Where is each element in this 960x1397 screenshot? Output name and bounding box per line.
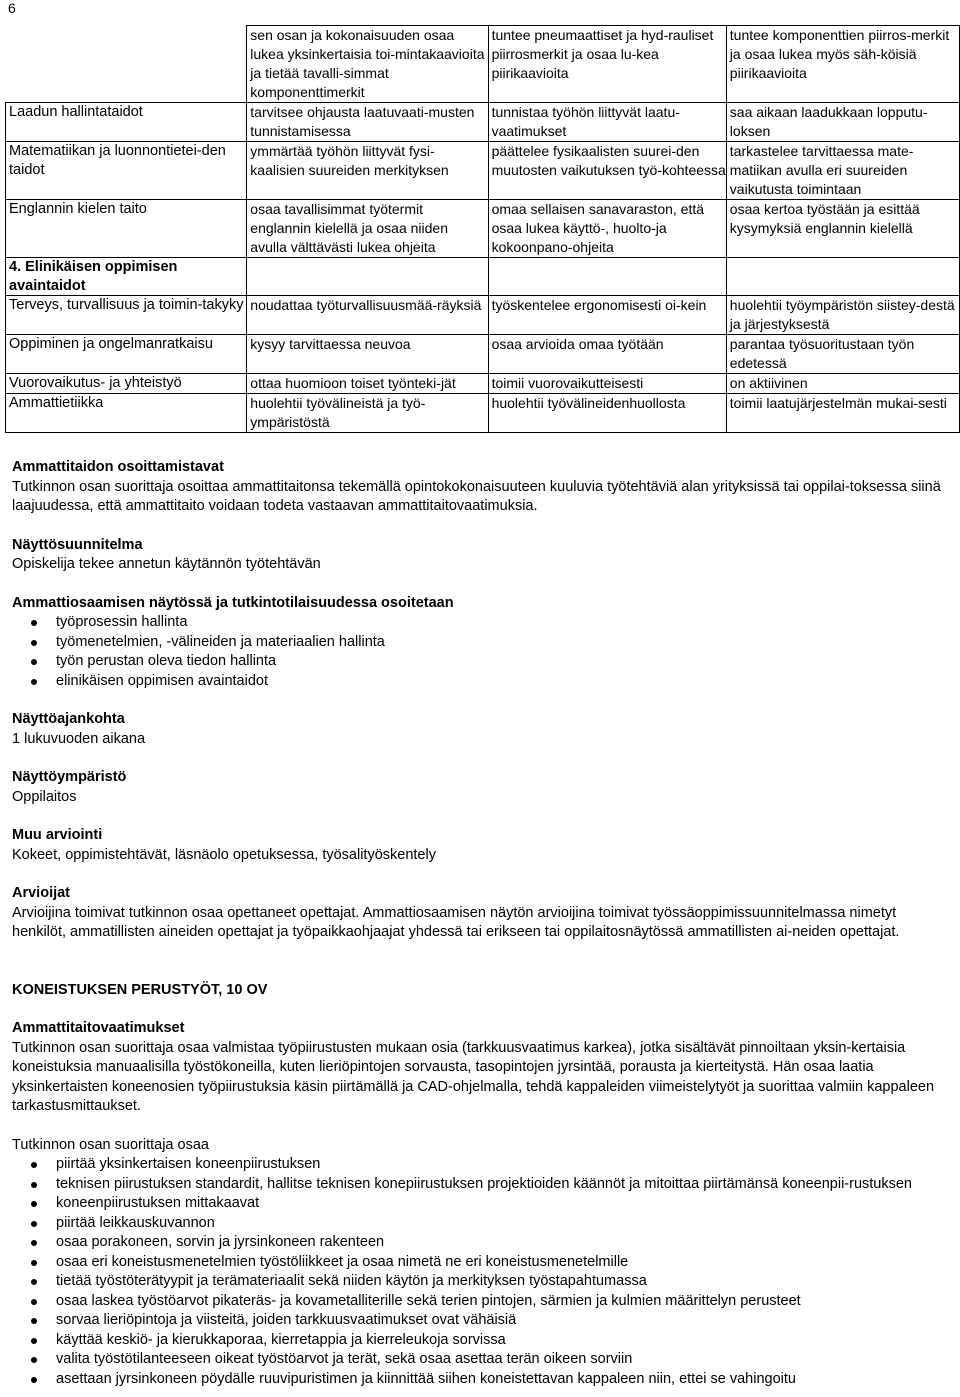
list-item: teknisen piirustuksen standardit, hallitse teknisen konepiirustuksen projektioiden käännöt ja mitoittaa piirtämänsä koneenpii-rustuksen: [56, 1175, 942, 1195]
criteria-cell: kysyy tarvittaessa neuvoa: [247, 335, 488, 374]
list-item: sorvaa lieriöpintoja ja viisteitä, joiden tarkkuusvaatimukset ovat vähäisiä: [56, 1311, 942, 1331]
heading-nayttoajankohta: Näyttöajankohta: [12, 711, 125, 727]
row-label-cell: Vuorovaikutus- ja yhteistyö: [6, 374, 247, 394]
text-suorittaja-osaa: Tutkinnon osan suorittaja osaa: [12, 1136, 209, 1153]
table-row: [6, 394, 960, 433]
criteria-cell: noudattaa työturvallisuusmää-räyksiä: [247, 296, 488, 335]
criteria-cell: osaa kertoa työstään ja esittää kysymyksiä englannin kielellä: [726, 200, 959, 258]
criteria-cell: tunnistaa työhön liittyvät laatu-vaatimukset: [488, 103, 726, 142]
row-label-cell: Matematiikan ja luonnontietei-den taidot: [6, 142, 247, 200]
row-label-cell: Englannin kielen taito: [6, 200, 247, 258]
criteria-cell: tuntee komponenttien piirros-merkit ja osaa lukea myös säh-köisiä piirikaavioita: [726, 26, 959, 103]
list-item: osaa eri koneistusmenetelmien työstöliikkeet ja osaa nimetä ne eri koneistusmenetelmille: [56, 1253, 942, 1273]
list-item: valita työstötilanteeseen oikeat työstöarvot ja terät, sekä osaa asettaa terän oikeen sorviin: [56, 1350, 942, 1370]
content: [12, 458, 942, 1389]
text-arvioijat: Arvioijina toimivat tutkinnon osaa opettaneet opettajat. Ammattiosaamisen näytön arvioijina toimivat työssäoppimissuunnitelmassa nimetyt henkilöt, ammatillisten aineiden opettajat ja työpaikkaohjaajat yhdessä tai erikseen tai oppilaitosnäytössä ammatillisten ai-neiden opettajat.: [12, 904, 900, 940]
list-item: osaa laskea työstöarvot pikateräs- ja kovametalliterille sekä terien pintojen, särmien ja kulmien määrittelyn perusteet: [56, 1292, 942, 1312]
criteria-cell: [488, 258, 726, 296]
criteria-cell: toimii laatujärjestelmän mukai-sesti: [726, 394, 959, 433]
criteria-cell: huolehtii työvälineidenhuollosta: [488, 394, 726, 433]
heading-osoittamistavat: Ammattitaidon osoittamistavat: [12, 459, 224, 475]
row-label-cell: [6, 26, 247, 103]
criteria-cell: on aktiivinen: [726, 374, 959, 394]
list-item: työprosessin hallinta: [56, 613, 942, 633]
table-row: [6, 296, 960, 335]
table-row: [6, 26, 960, 103]
criteria-cell: huolehtii työympäristön siistey-destä ja järjestyksestä: [726, 296, 959, 335]
row-label-cell: Ammattietiikka: [6, 394, 247, 433]
criteria-cell: tarkastelee tarvittaessa mate-matiikan avulla eri suureiden vaikutusta toimintaan: [726, 142, 959, 200]
table-row: [6, 200, 960, 258]
course-title: KONEISTUKSEN PERUSTYÖT, 10 OV: [12, 981, 268, 998]
criteria-cell: tarvitsee ohjausta laatuvaati-musten tunnistamisessa: [247, 103, 488, 142]
heading-ammattitaitovaatimukset: Ammattitaitovaatimukset: [12, 1020, 185, 1036]
text-ammattitaitovaatimukset: Tutkinnon osan suorittaja osaa valmistaa työpiirustusten mukaan osia (tarkkuusvaatimus karkea), jotka sisältävät pinnoiltaan yksin-kertaisia koneistuksia manuaalisilla työstökoneilla, kuten lieriöpintojen sorvausta, tasopintojen jyrsintää, porausta ja kierteitystä. Hän osaa laatia yksinkertaisten koneenosien työpiirustuksia käsin piirtämällä ja CAD-ohjelmalla, tehdä kappaleiden viimeistelytyöt ja suorittaa valmiin kappaleen tarkastusmittaukset.: [12, 1039, 935, 1114]
list-item: piirtää leikkauskuvannon: [56, 1214, 942, 1234]
criteria-cell: omaa sellaisen sanavaraston, että osaa lukea käyttö-, huolto-ja kokoonpano-ohjeita: [488, 200, 726, 258]
criteria-cell: sen osan ja kokonaisuuden osaa lukea yksinkertaisia toi-mintakaavioita ja tietää tavalli-simmat komponenttimerkit: [247, 26, 488, 103]
list-item: asettaan jyrsinkoneen pöydälle ruuvipuristimen ja kiinnittää siihen koneistettavan kappaleen niin, ettei se vahingoitu: [56, 1370, 942, 1390]
table-row: [6, 142, 960, 200]
criteria-cell: saa aikaan laadukkaan lopputu-loksen: [726, 103, 959, 142]
heading-ammattiosaaminen: Ammattiosaamisen näytössä ja tutkintotilaisuudessa osoitetaan: [12, 594, 454, 611]
text-muu-arviointi: Kokeet, oppimistehtävät, läsnäolo opetuksessa, työsalityöskentely: [12, 846, 436, 863]
heading-nayttoymparisto: Näyttöympäristö: [12, 769, 127, 785]
row-label-cell: Laadun hallintataidot: [6, 103, 247, 142]
criteria-cell: ymmärtää työhön liittyvät fysi-kaalisien suureiden merkityksen: [247, 142, 488, 200]
table-row: [6, 258, 960, 296]
row-label-cell: Terveys, turvallisuus ja toimin-takyky: [6, 296, 247, 335]
text-nayttosuunnitelma: Opiskelija tekee annetun käytännön työtehtävän: [12, 556, 321, 572]
criteria-cell: ottaa huomioon toiset työnteki-jät: [247, 374, 488, 394]
text-osoittamistavat: Tutkinnon osan suorittaja osoittaa ammattitaitonsa tekemällä opintokokonaisuuteen kuuluvia työtehtäviä alan yrityksissä tai oppilai-toksessa siinä laajuudessa, että ammattitaito voidaan todeta vastaavan ammattitaitovaatimuksia.: [12, 478, 941, 514]
list-item: koneenpiirustuksen mittakaavat: [56, 1194, 942, 1214]
list-item: piirtää yksinkertaisen koneenpiirustuksen: [56, 1155, 942, 1175]
criteria-cell: toimii vuorovaikutteisesti: [488, 374, 726, 394]
criteria-cell: [726, 258, 959, 296]
list-item: elinikäisen oppimisen avaintaidot: [56, 672, 942, 692]
list-item: työmenetelmien, -välineiden ja materiaalien hallinta: [56, 633, 942, 653]
list-item: tietää työstöterätyypit ja terämateriaalit sekä niiden käytön ja merkityksen työstapahtumassa: [56, 1272, 942, 1292]
criteria-cell: päättelee fysikaalisten suurei-den muutosten vaikutuksen työ-kohteessa: [488, 142, 726, 200]
row-label-cell: 4. Elinikäisen oppimisen avaintaidot: [6, 258, 247, 296]
criteria-cell: huolehtii työvälineistä ja työ-ympäristöstä: [247, 394, 488, 433]
row-label-cell: Oppiminen ja ongelmanratkaisu: [6, 335, 247, 374]
criteria-cell: osaa tavallisimmat työtermit englannin kielellä ja osaa niiden avulla välttävästi lukea ohjeita: [247, 200, 488, 258]
list-ammattitaitovaatimukset: [12, 1155, 942, 1389]
list-item: työn perustan oleva tiedon hallinta: [56, 652, 942, 672]
heading-nayttosuunnitelma: Näyttösuunnitelma: [12, 536, 143, 553]
criteria-cell: [247, 258, 488, 296]
table-row: [6, 335, 960, 374]
heading-muu-arviointi: Muu arviointi: [12, 827, 103, 843]
criteria-cell: tuntee pneumaattiset ja hyd-rauliset piirrosmerkit ja osaa lu-kea piirikaavioita: [488, 26, 726, 103]
list-item: osaa porakoneen, sorvin ja jyrsinkoneen rakenteen: [56, 1233, 942, 1253]
text-nayttoymparisto: Oppilaitos: [12, 788, 77, 805]
criteria-cell: parantaa työsuoritustaan työn edetessä: [726, 335, 959, 374]
heading-arvioijat: Arvioijat: [12, 885, 71, 901]
list-item: käyttää keskiö- ja kierukkaporaa, kierretappia ja kierreleukoja sorvissa: [56, 1331, 942, 1351]
text-nayttoajankohta: 1 lukuvuoden aikana: [12, 730, 146, 747]
list-ammattiosaaminen: [12, 613, 942, 691]
criteria-cell: työskentelee ergonomisesti oi-kein: [488, 296, 726, 335]
criteria-cell: osaa arvioida omaa työtään: [488, 335, 726, 374]
table-row: [6, 374, 960, 394]
page-number: 6: [8, 0, 16, 16]
table-row: [6, 103, 960, 142]
assessment-criteria-table: [5, 25, 960, 433]
